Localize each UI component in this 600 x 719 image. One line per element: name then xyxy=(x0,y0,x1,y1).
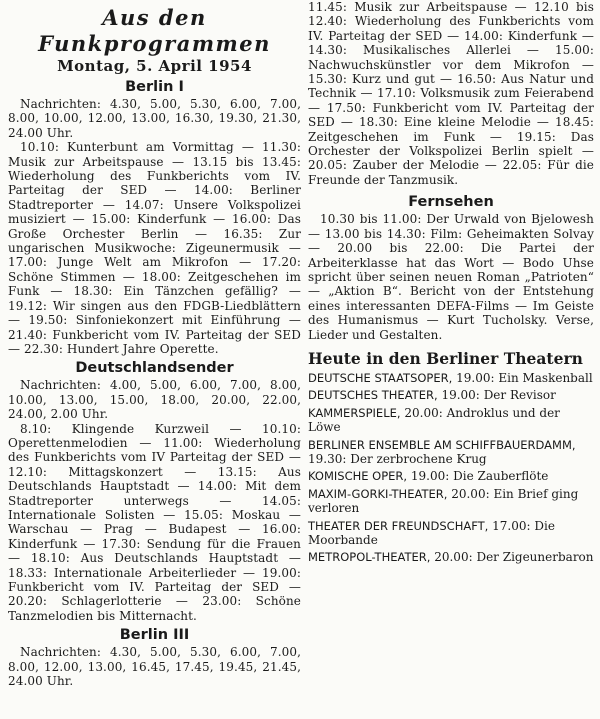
theater-name: METROPOL-THEATER, xyxy=(308,550,431,565)
left-column xyxy=(8,0,301,688)
theater-start-time: 20.00: xyxy=(451,486,490,501)
theater-start-time: 19.00: xyxy=(456,370,495,385)
right-column xyxy=(308,0,594,568)
section-heading-deutschlandsender: Deutschlandsender xyxy=(75,360,234,377)
theater-name: KOMISCHE OPER, xyxy=(308,469,408,484)
broadcast-date: Montag, 5. April 1954 xyxy=(57,57,252,75)
theater-name: KAMMERSPIELE, xyxy=(308,405,401,420)
berlin-3-news-times: Nachrichten: 4.30, 5.00, 5.30, 6.00, 7.00, 8.00, 12.00, 13.00, 16.45, 17.45, 19.45, 21.45, 24.00 Uhr. xyxy=(8,645,301,689)
theater-start-time: 19.00: xyxy=(410,469,450,484)
theater-entry xyxy=(308,519,594,548)
deutschlandsender-news-times: Nachrichten: 4.00, 5.00, 6.00, 7.00, 8.00, 10.00, 13.00, 15.00, 18.00, 20.00, 22.00, 24.00, 2.00 Uhr. xyxy=(8,378,301,422)
theater-entry-text xyxy=(308,388,594,402)
theater-start-time: 20.00: xyxy=(434,550,473,565)
page-title: Aus den Funkprogrammen xyxy=(38,5,271,56)
theater-name: DEUTSCHES THEATER, xyxy=(308,388,438,403)
theater-entry xyxy=(308,487,594,516)
section-heading-fernsehen: Fernsehen xyxy=(408,194,494,211)
theater-section-heading: Heute in den Berliner Theatern xyxy=(308,348,583,368)
theater-name: MAXIM-GORKI-THEATER, xyxy=(308,486,448,501)
theater-play-title: Die Zauberflöte xyxy=(453,469,549,484)
berlin-1-program: 10.10: Kunterbunt am Vormittag — 11.30: Musik zur Arbeitspause — 13.15 bis 13.45: Wiederholung des Funkberichts vom IV. Parteitag der SED — 14.00: Berliner Stadtreporter — 14.07: Unsere Volkspolizei musiziert — 15.00: Kinderfunk — 16.00: Das Große Orchester Berlin — 16.35: Zur ungarischen Musikwoche: Zigeunermusik — 17.00: Junge Welt am Mikrofon — 17.20: Schöne Stimmen — 18.00: Zeitgeschehen im Funk — 18.30: Ein Tänzchen gefällig? — 19.12: Wir singen aus den FDGB-Liedblättern — 19.50: Sinfoniekonzert mit Einführung — 21.40: Funkbericht vom IV. Parteitag der SED — 22.30: Hundert Jahre Operette. xyxy=(8,140,301,356)
deutschlandsender-program: 8.10: Klingende Kurzweil — 10.10: Operettenmelodien — 11.00: Wiederholung des Funkberichts vom IV Parteitag der SED — 12.10: Mittagskonzert — 13.15: Aus Deutschlands Hauptstadt — 14.00: Mit dem Stadtreporter unterwegs — 14.05: Internationale Solisten — 15.05: Moskau — Warschau — Prag — Budapest — 16.00: Kinderfunk — 17.30: Sendung für die Frauen — 18.10: Aus Deutschlands Hauptstadt — 18.33: Internationale Arbeiterlieder — 19.00: Funkbericht vom IV. Parteitag der SED — 20.20: Schlagerlotterie — 23.00: Schöne Tanzmelodien bis Mitternacht. xyxy=(8,421,301,623)
theater-entry xyxy=(308,406,594,435)
section-heading-berlin-1: Berlin I xyxy=(125,79,184,95)
theater-play-title: Androklus und der Löwe xyxy=(308,405,560,435)
theater-play-title: Ein Brief ging verloren xyxy=(308,486,579,516)
theater-entry xyxy=(308,550,594,564)
theater-entry-text xyxy=(308,487,594,516)
theater-name: BERLINER ENSEMBLE AM SCHIFFBAUERDAMM, xyxy=(308,437,576,452)
theater-entry-text xyxy=(308,550,594,564)
theater-play-title: Ein Maskenball xyxy=(498,370,593,385)
theater-list xyxy=(308,371,594,565)
berlin-3-program: 11.45: Musik zur Arbeitspause — 12.10 bis 12.40: Wiederholung des Funkberichts vom IV. Parteitag der SED — 14.00: Kinderfunk — 14.30: Musikalisches Allerlei — 15.00: Nachwuchskünstler vor dem Mikrofon — 15.30: Kurz und gut — 16.50: Aus Natur und Technik — 17.10: Volksmusik zum Feierabend — 17.50: Funkbericht vom IV. Parteitag der SED — 18.30: Eine kleine Melodie — 18.45: Zeitgeschehen im Funk — 19.15: Das Orchester der Volkspolizei Berlin spielt — 20.05: Zauber der Melodie — 22.05: Für die Freunde der Tanzmusik. xyxy=(308,0,594,187)
theater-entry xyxy=(308,469,594,483)
section-heading-berlin-3: Berlin III xyxy=(119,627,190,644)
theater-play-title: Die Moorbande xyxy=(308,518,555,547)
theater-entry xyxy=(308,438,594,467)
theater-entry-text xyxy=(308,406,594,435)
theater-play-title: Der Zigeunerbaron xyxy=(476,550,594,565)
theater-start-time: 20.00: xyxy=(404,405,443,420)
theater-play-title: Der zerbrochene Krug xyxy=(350,451,487,466)
theater-start-time: 19.00: xyxy=(441,388,480,403)
theater-entry-text xyxy=(308,371,594,385)
theater-start-time: 17.00: xyxy=(492,518,531,533)
theater-entry xyxy=(308,388,594,402)
theater-entry-text xyxy=(308,469,594,483)
theater-name: DEUTSCHE STAATSOPER, xyxy=(308,370,453,385)
theater-entry-text xyxy=(308,519,594,548)
theater-name: THEATER DER FREUNDSCHAFT, xyxy=(308,518,489,533)
theater-entry-text xyxy=(308,438,594,467)
berlin-1-news-times: Nachrichten: 4.30, 5.00, 5.30, 6.00, 7.00, 8.00, 10.00, 12.00, 13.00, 16.30, 19.30, 21.30, 24.00 Uhr. xyxy=(8,97,301,140)
theater-play-title: Der Revisor xyxy=(483,388,556,403)
fernsehen-program: 10.30 bis 11.00: Der Urwald von Bjelowesh — 13.00 bis 14.30: Film: Geheimakten Solvay — 20.00 bis 22.00: Die Partei der Arbeiterklasse hat das Wort — Bodo Uhse spricht über seinen neuen Roman „Patrioten“ — „Aktion B“. Bericht von der Entstehung eines interessanten DEFA-Films — Im Geiste des Humanismus — Kurt Tucholsky. Verse, Lieder und Gestalten. xyxy=(308,212,594,342)
theater-start-time: 19.30: xyxy=(308,451,347,466)
theater-entry xyxy=(308,371,594,385)
